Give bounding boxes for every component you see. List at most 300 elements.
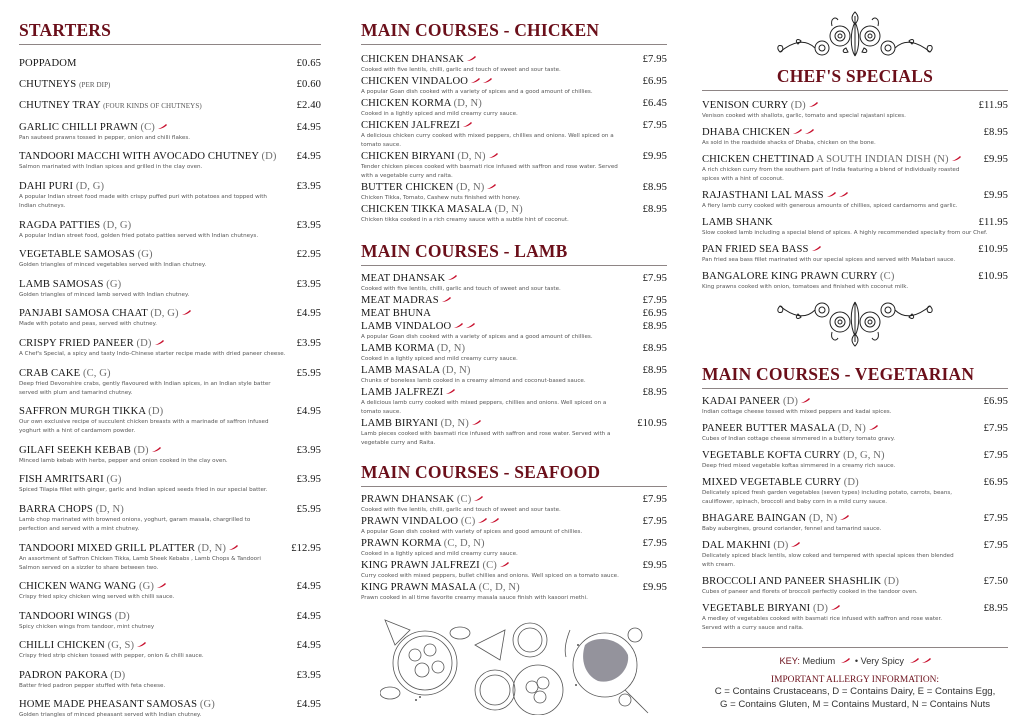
- chilli-icon: [831, 605, 840, 610]
- menu-item-description: Cubes of paneer and florets of broccoli perfectly cooked in the tandoor oven.: [702, 589, 918, 595]
- dish-name: DAL MAKHNI: [702, 540, 771, 551]
- menu-item-price: £8.95: [642, 343, 667, 354]
- menu-item-header: [361, 417, 667, 430]
- chilli-icon: [827, 192, 836, 197]
- menu-item: [702, 99, 1008, 121]
- menu-item-name: [361, 97, 482, 110]
- chilli-icon: [840, 515, 849, 520]
- dish-name: CHICKEN KORMA: [361, 98, 451, 109]
- dish-name: MEAT DHANSAK: [361, 273, 446, 284]
- menu-item-description: Made with potato and peas, served with chutney.: [19, 321, 157, 328]
- menu-item-name: [19, 180, 104, 193]
- dish-name: DAHI PURI: [19, 180, 74, 192]
- chilli-icon: [471, 78, 480, 83]
- menu-item-description: A popular Indian street food, golden fried potato patties served with Indian chutneys.: [19, 232, 259, 239]
- menu-item: [19, 248, 321, 270]
- menu-item-name: [361, 386, 455, 399]
- dish-name: TANDOORI MACCHI WITH AVOCADO CHUTNEY: [19, 151, 259, 163]
- menu-item-header: [19, 580, 321, 593]
- chilli-icon: [490, 518, 499, 523]
- menu-item: [702, 395, 1008, 417]
- menu-item-description: Venison cooked with shallots, garlic, tomato and special rajastani spices.: [702, 113, 906, 119]
- menu-item-price: £4.95: [296, 308, 321, 320]
- menu-item: [19, 669, 321, 691]
- dish-name: LAMB JALFREZI: [361, 387, 444, 398]
- menu-item-header: [19, 503, 321, 516]
- menu-item-price: £3.95: [296, 337, 321, 349]
- menu-item-description: Delicately spiced fresh garden vegetables (seven types) including potato, carrots, beans, cauliflower, spinach, broccoli and baby corn in a mild curry sauce.: [702, 490, 953, 505]
- menu-item-description: Deep fried mixed vegetable koftas simmered in a creamy rich sauce.: [702, 463, 896, 469]
- key-label: KEY:: [779, 656, 800, 666]
- allergy-title: IMPORTANT ALLERGY INFORMATION:: [771, 675, 939, 685]
- key-medium: Medium: [802, 656, 836, 666]
- menu-item-header: [19, 367, 321, 380]
- menu-item: [702, 512, 1008, 534]
- menu-item-description: A delicious lamb curry cooked with mixed peppers, chillies and onions. Well spiced on a tomato sauce.: [361, 400, 607, 415]
- menu-item-description: As sold in the roadside shacks of Dhaba, chicken on the bone.: [702, 140, 876, 146]
- menu-item: [361, 272, 667, 294]
- starters-title: STARTERS: [19, 20, 321, 45]
- menu-item-header: [19, 99, 321, 113]
- menu-item-description: Prawn cooked in all time favorite creamy masala sauce finish with kasoori methi.: [361, 595, 588, 601]
- menu-item-description: Delicately spiced black lentils, slow coked and tempered with special spices then blended with cream.: [702, 553, 954, 568]
- menu-item-name: [361, 203, 523, 216]
- chilli-icon: [474, 496, 483, 501]
- allergen-codes: (G): [199, 699, 215, 711]
- menu-item-header: [702, 395, 1008, 408]
- menu-item: [702, 602, 1008, 633]
- menu-item-name: [19, 278, 121, 291]
- menu-item-header: [19, 337, 321, 350]
- menu-item-description: Indian cottage cheese tossed with mixed peppers and kadai spices.: [702, 409, 892, 415]
- dish-name: PAN FRIED SEA BASS: [702, 244, 809, 255]
- flourish-ornament-icon: [770, 8, 940, 60]
- menu-item-name: [19, 610, 130, 623]
- menu-item-price: £7.95: [983, 450, 1008, 461]
- menu-item-name: [702, 395, 810, 408]
- allergen-codes: (C): [880, 271, 895, 282]
- menu-item-name: [702, 422, 878, 435]
- menu-item-price: £7.95: [983, 540, 1008, 551]
- menu-item: [361, 364, 667, 386]
- dish-name: LAMB BIRYANI: [361, 418, 438, 429]
- menu-item-price: £3.95: [296, 278, 321, 290]
- vegetarian-title: MAIN COURSES - VEGETARIAN: [702, 364, 1008, 389]
- menu-item-header: [702, 575, 1008, 588]
- menu-item-price: £3.95: [296, 669, 321, 681]
- menu-item-header: [361, 386, 667, 399]
- allergen-codes: (G): [137, 249, 153, 261]
- menu-item-price: £7.95: [642, 538, 667, 549]
- menu-item-description: Deep fried Devonshire crabs, gently flavoured with Indian spices, in an Indian style batter served with plum and tamarind chutney.: [19, 380, 271, 396]
- menu-item: [361, 150, 667, 181]
- menu-item-header: [361, 515, 667, 528]
- chilli-icon: [463, 122, 472, 127]
- dish-note: (PER DIP): [79, 80, 111, 89]
- specials-list: [702, 99, 1008, 292]
- dish-name: CHICKEN BIRYANI: [361, 151, 455, 162]
- menu-item-price: £4.95: [296, 610, 321, 622]
- menu-item-price: £12.95: [291, 542, 321, 554]
- allergen-codes: (D, G): [150, 308, 179, 320]
- menu-item-header: [702, 539, 1008, 552]
- menu-item-header: [19, 542, 321, 555]
- menu-item-header: [702, 422, 1008, 435]
- flourish-ornament-icon: [770, 298, 940, 350]
- menu-item-description: Chicken Tikka, Tomato, Cashew nuts finished with honey.: [361, 195, 521, 201]
- menu-item-price: £10.95: [978, 244, 1008, 255]
- menu-item: [361, 97, 667, 119]
- allergen-codes: (D, G, N): [843, 450, 885, 461]
- menu-item-name: [19, 669, 125, 682]
- menu-item: [19, 610, 321, 632]
- menu-item-header: [702, 512, 1008, 525]
- menu-item-description: Cooked in a lightly spiced and mild creamy curry sauce.: [361, 111, 518, 117]
- menu-item: [19, 307, 321, 329]
- dish-name: MEAT MADRAS: [361, 295, 439, 306]
- specials-column: [702, 0, 1008, 711]
- menu-item-header: [361, 364, 667, 377]
- chicken-title: MAIN COURSES - CHICKEN: [361, 20, 667, 45]
- menu-item-price: £6.95: [642, 308, 667, 319]
- allergen-codes: (C): [482, 560, 497, 571]
- chilli-icon: [801, 398, 810, 403]
- menu-item-price: £4.95: [296, 151, 321, 163]
- menu-item-name: [361, 320, 475, 333]
- menu-item-header: [361, 119, 667, 132]
- menu-item-name: [361, 364, 471, 377]
- menu-item: [361, 537, 667, 559]
- dish-name: CHICKEN VINDALOO: [361, 76, 469, 87]
- menu-item-header: [702, 189, 1008, 202]
- dish-name: VEGETABLE SAMOSAS: [19, 249, 135, 261]
- menu-item-header: [361, 203, 667, 216]
- menu-item-name: [19, 503, 124, 516]
- menu-item: [19, 580, 321, 602]
- menu-item-description: A popular Goan dish cooked with a variety of spices and a good amount of chillies.: [361, 89, 593, 95]
- menu-item-header: [361, 150, 667, 163]
- menu-item: [19, 444, 321, 466]
- chilli-icon: [809, 102, 818, 107]
- menu-item: [19, 473, 321, 495]
- dish-name: MEAT BHUNA: [361, 308, 431, 319]
- menu-item-name: [361, 307, 431, 320]
- dish-name: GARLIC CHILLI PRAWN: [19, 121, 138, 133]
- menu-item-description: A rich chicken curry from the southern part of India featuring a blend of individually roasted spices with a hint of coconut.: [702, 167, 960, 182]
- allergen-codes: (D, N): [808, 513, 838, 524]
- vegetarian-list: [702, 395, 1008, 633]
- dish-name: BANGALORE KING PRAWN CURRY: [702, 271, 878, 282]
- menu-item-description: Baby aubergines, ground coriander, fennel and tamarind sauce.: [702, 526, 882, 532]
- menu-item: [19, 78, 321, 92]
- menu-item-header: [19, 307, 321, 320]
- allergy-line-1: C = Contains Crustaceans, D = Contains Dairy, E = Contains Egg,: [714, 686, 996, 697]
- menu-item-price: £7.95: [642, 273, 667, 284]
- allergen-codes: (D, G): [75, 180, 105, 192]
- menu-item-header: [19, 248, 321, 261]
- menu-item-name: [702, 126, 814, 139]
- menu-item-price: £9.95: [983, 190, 1008, 201]
- allergen-codes: (D): [773, 540, 789, 551]
- menu-item-price: £5.95: [296, 503, 321, 515]
- menu-item-price: £3.95: [296, 474, 321, 486]
- menu-item-description: Spiced Tilapia fillet with ginger, garlic and Indian spiced seeds fried in our special batter.: [19, 487, 268, 494]
- allergen-codes: (D, N): [456, 182, 485, 193]
- menu-item: [19, 57, 321, 70]
- menu-item-header: [361, 320, 667, 333]
- menu-item-header: [19, 444, 321, 457]
- menu-item-name: [361, 581, 520, 594]
- dish-name: CHICKEN TIKKA MASALA: [361, 204, 492, 215]
- menu-item-header: [702, 216, 1008, 229]
- dish-name: LAMB MASALA: [361, 365, 440, 376]
- menu-item-description: An assortment of Saffron Chicken Tikka, Lamb Sheek Kebabs , Lamb Chops & Tandoori Salmon served on a sizzler to share between two.: [19, 555, 261, 571]
- chilli-icon: [487, 184, 496, 189]
- chilli-icon: [910, 658, 919, 663]
- allergen-codes: (D, N): [440, 418, 469, 429]
- dish-name: HOME MADE PHEASANT SAMOSAS: [19, 699, 198, 711]
- chilli-icon: [182, 310, 191, 315]
- allergen-codes: (D, N): [197, 542, 227, 554]
- dish-name: VEGETABLE KOFTA CURRY: [702, 450, 841, 461]
- menu-item: [702, 189, 1008, 211]
- menu-item: [361, 581, 667, 603]
- menu-item-header: [361, 53, 667, 66]
- key-very-spicy: • Very Spicy: [854, 656, 904, 666]
- menu-item-price: £7.95: [983, 513, 1008, 524]
- allergen-codes: (C): [460, 516, 476, 527]
- allergen-codes: (C, G): [83, 367, 111, 379]
- menu-item: [361, 515, 667, 537]
- menu-item-name: [702, 575, 899, 588]
- menu-item: [361, 294, 667, 307]
- dish-name: LAMB KORMA: [361, 343, 435, 354]
- menu-item-header: [361, 97, 667, 110]
- menu-item-price: £9.95: [642, 560, 667, 571]
- menu-item-header: [361, 581, 667, 594]
- menu-item-header: [361, 272, 667, 285]
- allergen-codes: (D): [136, 337, 152, 349]
- chilli-icon: [478, 518, 487, 523]
- menu-item-name: [19, 57, 77, 70]
- dish-note: (FOUR KINDS OF CHUTNEYS): [103, 102, 202, 111]
- menu-item-description: Golden triangles of minced vegetables served with Indian chutney.: [19, 262, 207, 269]
- menu-item-header: [702, 270, 1008, 283]
- menu-item-name: [702, 449, 885, 462]
- menu-item-price: £7.50: [983, 576, 1008, 587]
- menu-item: [702, 216, 1008, 238]
- menu-item-description: King prawns cooked with onion, tomatoes and finished with coconut milk.: [702, 284, 909, 290]
- chilli-icon: [869, 425, 878, 430]
- chilli-icon: [841, 658, 850, 663]
- dish-name: CHICKEN JALFREZI: [361, 120, 461, 131]
- menu-item-price: £2.95: [296, 249, 321, 261]
- menu-item: [702, 539, 1008, 570]
- menu-item-description: Tender chicken pieces cooked with basmati rice infused with saffron and rose water. Served with a vegetable curry and raita.: [361, 164, 618, 179]
- menu-item-name: [19, 337, 164, 350]
- menu-item-price: £8.95: [983, 603, 1008, 614]
- menu-item-name: [702, 216, 773, 229]
- dish-name: SAFFRON MURGH TIKKA: [19, 406, 146, 418]
- allergen-codes: (D): [843, 477, 859, 488]
- menu-item-description: Salmon marinated with Indian spices and grilled in the clay oven.: [19, 164, 203, 171]
- key-legend: [702, 656, 1008, 711]
- menu-item-price: £9.95: [642, 582, 667, 593]
- menu-item-price: £3.95: [296, 219, 321, 231]
- menu-item-name: [361, 515, 499, 528]
- menu-item: [361, 386, 667, 417]
- allergen-codes: (D): [261, 151, 277, 163]
- allergen-codes: (D, N): [457, 151, 486, 162]
- menu-item-description: Curry cooked with mixed peppers, bullet chillies and onions. Well spiced on a tomato sauce.: [361, 573, 619, 579]
- allergen-codes: (G): [106, 278, 122, 290]
- menu-item-header: [19, 219, 321, 232]
- allergen-codes: (D, N): [494, 204, 523, 215]
- menu-item-header: [19, 610, 321, 623]
- menu-item-name: [702, 153, 961, 166]
- dish-name: PANJABI SAMOSA CHAAT: [19, 308, 148, 320]
- dish-name: LAMB SHANK: [702, 217, 773, 228]
- menu-item-header: [361, 559, 667, 572]
- menu-item-price: £8.95: [983, 127, 1008, 138]
- chilli-icon: [922, 658, 931, 663]
- menu-item-description: Lamb chop marinated with browned onions, yoghurt, garam masala, chargrilled to perfection and served with a mint chutney.: [19, 516, 251, 532]
- menu-item-price: £10.95: [637, 418, 667, 429]
- menu-item-name: [361, 119, 472, 132]
- menu-item-header: [19, 57, 321, 70]
- menu-item-header: [702, 243, 1008, 256]
- dish-name: FISH AMRITSARI: [19, 474, 104, 486]
- menu-item-name: [361, 342, 465, 355]
- dish-name: CHICKEN CHETTINAD: [702, 154, 815, 165]
- main-courses-column: [361, 0, 667, 603]
- chilli-icon: [446, 389, 455, 394]
- menu-item-description: A delicious chicken curry cooked with mixed peppers, chillies and onions. Well spiced on a tomato sauce.: [361, 133, 614, 148]
- menu-item-price: £4.95: [296, 406, 321, 418]
- menu-item-description: Cooked in a lightly spiced and mild creamy curry sauce.: [361, 551, 518, 557]
- menu-item-description: Chicken tikka cooked in a rich creamy sauce with a subtle hint of coconut.: [361, 217, 569, 223]
- menu-item-price: £3.95: [296, 180, 321, 192]
- seafood-list: [361, 493, 667, 603]
- menu-item-header: [361, 75, 667, 88]
- dish-name: RAGDA PATTIES: [19, 219, 101, 231]
- allergen-codes: (D): [148, 406, 164, 418]
- menu-item-name: [361, 294, 451, 307]
- menu-item: [361, 181, 667, 203]
- menu-item: [361, 417, 667, 448]
- menu-item-price: £10.95: [978, 271, 1008, 282]
- chilli-icon: [793, 129, 802, 134]
- allergen-codes: (C, D, N): [443, 538, 485, 549]
- dish-name: DHABA CHICKEN: [702, 127, 791, 138]
- menu-item: [361, 53, 667, 75]
- menu-item: [361, 320, 667, 342]
- menu-item-description: Cooked in a lightly spiced and mild creamy curry sauce.: [361, 356, 518, 362]
- chilli-icon: [467, 56, 476, 61]
- dish-name: BROCCOLI AND PANEER SHASHLIK: [702, 576, 882, 587]
- menu-item-name: [702, 243, 821, 256]
- allergen-codes: (C): [456, 494, 472, 505]
- menu-item: [361, 75, 667, 97]
- dish-name: BUTTER CHICKEN: [361, 182, 454, 193]
- allergen-codes: (G, S): [107, 640, 135, 652]
- chilli-icon: [454, 323, 463, 328]
- menu-item-price: £5.95: [296, 367, 321, 379]
- dish-name: BHAGARE BAINGAN: [702, 513, 807, 524]
- menu-item-price: £8.95: [642, 321, 667, 332]
- menu-item-price: £9.95: [983, 154, 1008, 165]
- menu-item-name: [19, 405, 163, 418]
- menu-item: [702, 126, 1008, 148]
- menu-item: [702, 449, 1008, 471]
- dish-name: CRAB CAKE: [19, 367, 81, 379]
- menu-item-header: [702, 126, 1008, 139]
- menu-item-name: [361, 493, 483, 506]
- menu-item-price: £6.95: [983, 396, 1008, 407]
- menu-item-name: [19, 542, 238, 555]
- chilli-icon: [500, 562, 509, 567]
- menu-item-name: [19, 219, 131, 232]
- chilli-icon: [483, 78, 492, 83]
- menu-item-description: Pan sauteed prawns tossed in pepper, onion and chilli flakes.: [19, 134, 191, 141]
- menu-item-price: £8.95: [642, 204, 667, 215]
- menu-item-name: [19, 444, 161, 457]
- menu-item-price: £4.95: [296, 121, 321, 133]
- dish-name: KADAI PANEER: [702, 396, 781, 407]
- menu-item-description: Golden triangles of minced pheasant served with Indian chutney.: [19, 712, 202, 719]
- chilli-icon: [839, 192, 848, 197]
- menu-item-name: [19, 698, 215, 711]
- menu-item-price: £6.95: [642, 76, 667, 87]
- menu-item: [361, 342, 667, 364]
- menu-item-header: [702, 153, 1008, 166]
- allergen-codes: (D, N): [453, 98, 482, 109]
- menu-item: [361, 559, 667, 581]
- menu-item-name: [19, 99, 202, 113]
- menu-item: [19, 405, 321, 436]
- menu-item-price: £8.95: [642, 387, 667, 398]
- menu-item-description: Our own exclusive recipe of succulent chicken breasts with a marinade of saffron infused yoghurt with a hint of cardamom powder.: [19, 419, 269, 435]
- starters-column: [19, 0, 321, 728]
- chilli-icon: [229, 545, 238, 550]
- allergen-codes: (D, N): [837, 423, 866, 434]
- dish-name: GILAFI SEEKH KEBAB: [19, 444, 131, 456]
- menu-item-header: [361, 537, 667, 550]
- menu-item: [19, 278, 321, 300]
- menu-item: [19, 503, 321, 534]
- chilli-icon: [158, 124, 167, 129]
- lamb-title: MAIN COURSES - LAMB: [361, 241, 667, 266]
- allergen-codes: (D, G): [103, 219, 132, 231]
- key-divider: [702, 647, 1008, 648]
- menu-item-description: Lamb pieces cooked with basmati rice infused with saffron and rose water. Served with a vegetable curry and Raita.: [361, 431, 611, 446]
- menu-item-description: A popular Goan dish cooked with variety of spices and good amount of chillies.: [361, 529, 583, 535]
- menu-item-header: [19, 180, 321, 193]
- menu-item-price: £8.95: [642, 182, 667, 193]
- menu-item-name: [702, 270, 894, 283]
- dish-name: PRAWN VINDALOO: [361, 516, 459, 527]
- menu-item-header: [19, 473, 321, 486]
- menu-item-name: [361, 181, 496, 194]
- menu-item: [361, 307, 667, 320]
- allergen-codes: A SOUTH INDIAN DISH (N): [816, 154, 949, 165]
- menu-item-price: £0.65: [296, 58, 321, 69]
- menu-item: [19, 150, 321, 172]
- menu-item: [702, 476, 1008, 507]
- menu-item-description: Cooked with five lentils, chilli, garlic and touch of sweet and sour taste.: [361, 507, 561, 513]
- menu-item-price: £3.95: [296, 444, 321, 456]
- menu-item-price: £4.95: [296, 699, 321, 711]
